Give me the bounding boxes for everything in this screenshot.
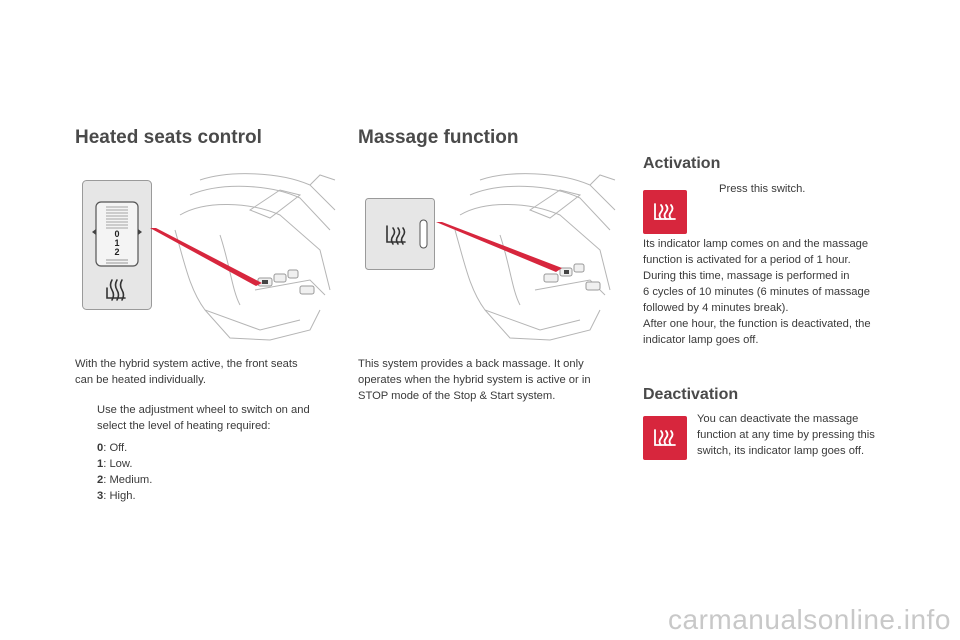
level-item: 2: Medium. [97, 474, 153, 486]
bullet-marker [697, 181, 719, 197]
text-line: switch, its indicator lamp goes off. [697, 445, 865, 457]
heated-intro [75, 356, 345, 388]
massage-function-title: Massage function [358, 127, 519, 148]
text-line: This system provides a back massage. It only [358, 358, 584, 370]
pointer-line-massage [436, 222, 566, 274]
text-line: function at any time by pressing this [697, 429, 875, 441]
massage-switch-illustration [365, 198, 435, 270]
heating-wheel-illustration [82, 180, 152, 310]
heated-seats-title: Heated seats control [75, 127, 262, 148]
text-line: After one hour, the function is deactivated, the [643, 318, 871, 330]
text-line: indicator lamp goes off. [643, 334, 759, 346]
massage-desc [358, 356, 628, 404]
massage-switch-icon [643, 190, 687, 234]
text-line: followed by 4 minutes break). [643, 302, 789, 314]
massage-switch-icon [643, 416, 687, 460]
wheel-digit: 2 [114, 247, 120, 257]
heated-bullet [75, 402, 345, 434]
bullet-marker [75, 402, 97, 434]
text-line: can be heated individually. [75, 374, 207, 386]
deactivation-desc [697, 411, 917, 459]
deactivation-title: Deactivation [643, 386, 739, 403]
text-line: You can deactivate the massage [697, 413, 859, 425]
activation-bullet [697, 181, 897, 197]
text-line: Its indicator lamp comes on and the massage [643, 238, 869, 250]
level-item: 0: Off. [97, 442, 128, 454]
level-item: 3: High. [97, 490, 136, 502]
text-line: select the level of heating required: [97, 420, 271, 432]
watermark: carmanualsonline.info [668, 604, 951, 635]
text-line: With the hybrid system active, the front seats [75, 358, 298, 370]
wheel-digit: 1 [114, 238, 120, 248]
text-line: Press this switch. [719, 183, 806, 195]
text-line: During this time, massage is performed in [643, 270, 850, 282]
text-line: operates when the hybrid system is active or in [358, 374, 591, 386]
activation-desc [643, 236, 913, 348]
activation-title: Activation [643, 155, 721, 172]
text-line: function is activated for a period of 1 hour. [643, 254, 851, 266]
pointer-line-heated [150, 228, 270, 288]
text-line: 6 cycles of 10 minutes (6 minutes of massage [643, 286, 870, 298]
heating-levels [97, 440, 247, 504]
wheel-digit: 0 [114, 229, 120, 239]
level-item: 1: Low. [97, 458, 133, 470]
text-line: Use the adjustment wheel to switch on and [97, 404, 310, 416]
text-line: STOP mode of the Stop & Start system. [358, 390, 556, 402]
